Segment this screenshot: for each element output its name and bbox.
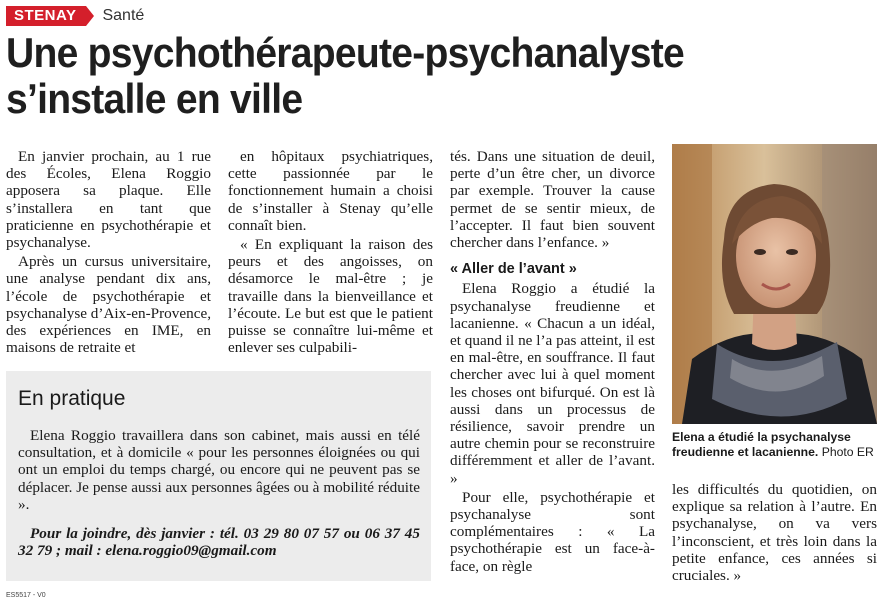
portrait-photo	[672, 144, 877, 424]
article-headline: Une psychothérapeute-psychanalyste s’installe en ville	[6, 29, 685, 122]
paragraph: Elena Roggio a étudié la psychanalyse freudienne et lacanienne. « Chacun a un idéal, et quand il ne l’a pas atteint, il est en mal-être, en souffrance. Il faut chercher avec lui à quel moment les choses ont bifurqué. On est là aussi dans un processus de résilience, savoir prendre un autre chemin pour se reconstruire différemment et aller de l’avant. »	[450, 280, 655, 487]
article-column-4	[672, 481, 877, 584]
section-kicker	[6, 6, 144, 26]
box-paragraph: Elena Roggio travaillera dans son cabinet, mais aussi en télé consultation, et à domicile « pour les personnes éloignées ou qui ont un emploi du temps chargé, ou encore qui ne peuvent pas se déplacer. Je pense aussi aux personnes âgées ou à mobilité réduite ».	[18, 427, 420, 513]
paragraph: Après un cursus universitaire, une analyse pendant dix ans, l’école de psychothérapie et psychanalyse d’Aix-en-Provence, des expériences en IME, en maisons de retraite et	[6, 253, 211, 357]
paragraph: En janvier prochain, au 1 rue des Écoles, Elena Roggio apposera sa plaque. Elle s’installera en tant que praticienne en psychothérapie et psychanalyse.	[6, 148, 211, 252]
rubric-label: Santé	[102, 7, 145, 24]
article-column-1	[6, 148, 211, 356]
paragraph: les difficultés du quotidien, on explique sa relation à l’autre. En psychanalyse, on va vers l’inconscient, et très loin dans la petite enfance, ces années si cruciales. »	[672, 481, 877, 585]
photo-caption	[672, 430, 880, 460]
paragraph: tés. Dans une situation de deuil, perte d’un être cher, un divorce par exemple. Trouver la cause permet de se sentir mieux, de l’accepter. Il faut bien souvent chercher dans l’enfance. »	[450, 148, 655, 252]
box-title: En pratique	[18, 387, 126, 410]
location-tag: STENAY	[6, 6, 86, 26]
page-footer-code: ES5517 - V0	[6, 592, 46, 599]
paragraph: « En expliquant la raison des peurs et des angoisses, on désamorce le mal-être ; je travaille dans la bienveillance et l’écoute. Le but est que le patient puisse se connaître lui-même et enlever ses culpabili-	[228, 236, 433, 357]
paragraph: en hôpitaux psychiatriques, cette passionnée par le fonctionnement humain a choisi de s’installer à Stenay qu’elle connaît bien.	[228, 148, 433, 234]
section-subhead: « Aller de l’avant »	[450, 261, 577, 278]
contact-info: Pour la joindre, dès janvier : tél. 03 29 80 07 57 ou 06 37 45 32 79 ; mail : elena.roggio09@gmail.com	[18, 525, 420, 560]
article-column-2	[228, 148, 433, 356]
paragraph: Pour elle, psychothérapie et psychanalyse sont complémentaires : « La psychothérapie est un face-à-face, on règle	[450, 488, 655, 575]
article-column-3	[450, 148, 655, 575]
practical-info-box	[6, 371, 431, 581]
caption-text: Elena a étudié la psychanalyse freudienne et lacanienne.	[672, 430, 851, 459]
photo-credit: Photo ER	[821, 445, 874, 459]
